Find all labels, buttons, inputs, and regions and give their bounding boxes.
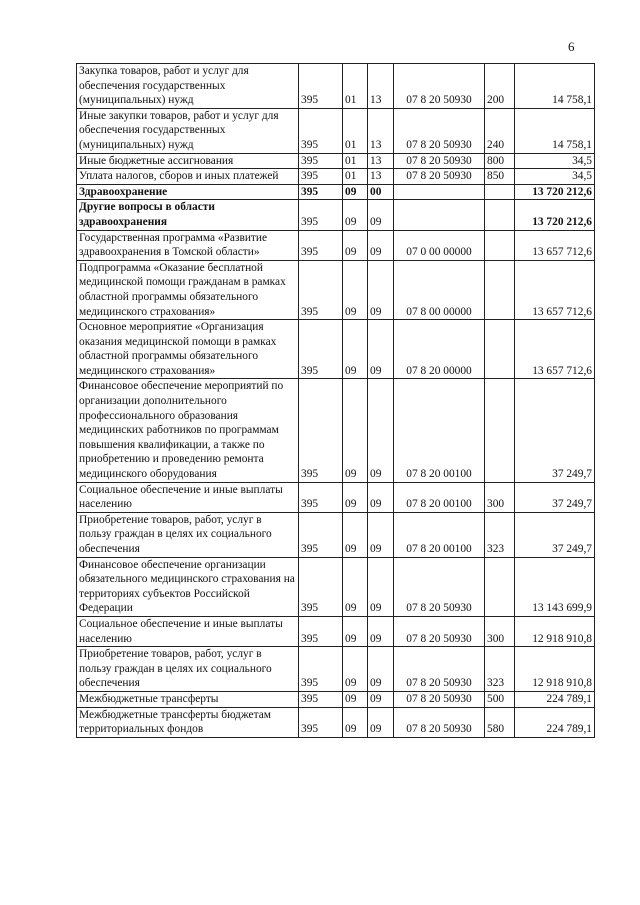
cell-target-article: 07 8 20 00100 bbox=[394, 512, 485, 557]
cell-subsection: 09 bbox=[368, 512, 394, 557]
cell-grbs: 395 bbox=[299, 647, 343, 692]
cell-target-article: 07 8 20 50930 bbox=[394, 64, 485, 109]
cell-section: 09 bbox=[343, 184, 368, 200]
table-row bbox=[77, 108, 595, 153]
cell-grbs: 395 bbox=[299, 230, 343, 260]
cell-name: Межбюджетные трансферты bbox=[77, 691, 299, 707]
cell-grbs: 395 bbox=[299, 184, 343, 200]
cell-name: Межбюджетные трансферты бюджетам территориальных фондов bbox=[77, 707, 299, 737]
cell-subsection: 09 bbox=[368, 320, 394, 379]
cell-amount: 224 789,1 bbox=[515, 691, 595, 707]
cell-expense-type bbox=[485, 230, 515, 260]
cell-expense-type: 300 bbox=[485, 616, 515, 646]
cell-expense-type: 200 bbox=[485, 64, 515, 109]
cell-target-article: 07 8 20 00000 bbox=[394, 320, 485, 379]
cell-amount: 37 249,7 bbox=[515, 379, 595, 482]
table-row bbox=[77, 64, 595, 109]
cell-grbs: 395 bbox=[299, 260, 343, 319]
cell-target-article bbox=[394, 200, 485, 230]
cell-name: Подпрограмма «Оказание бесплатной медицинской помощи гражданам в рамках областной программы обязательного медицинского страхования» bbox=[77, 260, 299, 319]
cell-name: Здравоохранение bbox=[77, 184, 299, 200]
cell-subsection: 09 bbox=[368, 647, 394, 692]
cell-grbs: 395 bbox=[299, 64, 343, 109]
cell-section: 09 bbox=[343, 482, 368, 512]
cell-amount: 34,5 bbox=[515, 169, 595, 185]
cell-section: 09 bbox=[343, 200, 368, 230]
table-row bbox=[77, 169, 595, 185]
cell-amount: 14 758,1 bbox=[515, 64, 595, 109]
cell-name: Приобретение товаров, работ, услуг в пользу граждан в целях их социального обеспечения bbox=[77, 512, 299, 557]
table-row bbox=[77, 200, 595, 230]
cell-amount: 13 143 699,9 bbox=[515, 557, 595, 616]
cell-subsection: 13 bbox=[368, 64, 394, 109]
cell-grbs: 395 bbox=[299, 691, 343, 707]
table-row bbox=[77, 616, 595, 646]
cell-section: 09 bbox=[343, 647, 368, 692]
cell-section: 01 bbox=[343, 64, 368, 109]
page-number: 6 bbox=[568, 39, 575, 54]
cell-target-article: 07 8 00 00000 bbox=[394, 260, 485, 319]
cell-expense-type: 300 bbox=[485, 482, 515, 512]
table-row bbox=[77, 707, 595, 737]
cell-amount: 13 720 212,6 bbox=[515, 184, 595, 200]
cell-name: Другие вопросы в области здравоохранения bbox=[77, 200, 299, 230]
cell-expense-type: 323 bbox=[485, 512, 515, 557]
cell-section: 01 bbox=[343, 153, 368, 169]
cell-subsection: 09 bbox=[368, 691, 394, 707]
cell-name: Закупка товаров, работ и услуг для обеспечения государственных (муниципальных) нужд bbox=[77, 64, 299, 109]
cell-target-article: 07 8 20 50930 bbox=[394, 647, 485, 692]
cell-target-article: 07 0 00 00000 bbox=[394, 230, 485, 260]
cell-subsection: 09 bbox=[368, 230, 394, 260]
cell-section: 09 bbox=[343, 512, 368, 557]
cell-subsection: 09 bbox=[368, 379, 394, 482]
cell-section: 09 bbox=[343, 691, 368, 707]
cell-expense-type: 500 bbox=[485, 691, 515, 707]
cell-grbs: 395 bbox=[299, 379, 343, 482]
table-row bbox=[77, 153, 595, 169]
cell-name: Социальное обеспечение и иные выплаты населению bbox=[77, 482, 299, 512]
cell-section: 09 bbox=[343, 320, 368, 379]
cell-section: 09 bbox=[343, 616, 368, 646]
cell-name: Социальное обеспечение и иные выплаты населению bbox=[77, 616, 299, 646]
cell-target-article: 07 8 20 50930 bbox=[394, 169, 485, 185]
table-row bbox=[77, 482, 595, 512]
cell-subsection: 13 bbox=[368, 153, 394, 169]
cell-amount: 37 249,7 bbox=[515, 482, 595, 512]
cell-grbs: 395 bbox=[299, 482, 343, 512]
table-row bbox=[77, 512, 595, 557]
cell-section: 01 bbox=[343, 108, 368, 153]
cell-name: Финансовое обеспечение мероприятий по организации дополнительного профессионального образования медицинских работников по программам повышения квалификации, а также по приобретению и проведению ремонта медицинского оборудования bbox=[77, 379, 299, 482]
cell-amount: 224 789,1 bbox=[515, 707, 595, 737]
cell-section: 09 bbox=[343, 230, 368, 260]
cell-name: Иные бюджетные ассигнования bbox=[77, 153, 299, 169]
budget-table bbox=[76, 63, 595, 738]
cell-expense-type: 800 bbox=[485, 153, 515, 169]
cell-name: Государственная программа «Развитие здравоохранения в Томской области» bbox=[77, 230, 299, 260]
table-row bbox=[77, 691, 595, 707]
cell-target-article: 07 8 20 00100 bbox=[394, 379, 485, 482]
cell-section: 09 bbox=[343, 379, 368, 482]
cell-amount: 12 918 910,8 bbox=[515, 647, 595, 692]
cell-name: Основное мероприятие «Организация оказания медицинской помощи в рамках областной программы обязательного медицинского страхования» bbox=[77, 320, 299, 379]
cell-expense-type bbox=[485, 320, 515, 379]
cell-expense-type bbox=[485, 379, 515, 482]
cell-amount: 13 720 212,6 bbox=[515, 200, 595, 230]
cell-expense-type bbox=[485, 260, 515, 319]
cell-amount: 13 657 712,6 bbox=[515, 260, 595, 319]
cell-grbs: 395 bbox=[299, 108, 343, 153]
cell-grbs: 395 bbox=[299, 707, 343, 737]
table-row bbox=[77, 647, 595, 692]
cell-amount: 13 657 712,6 bbox=[515, 320, 595, 379]
cell-section: 09 bbox=[343, 557, 368, 616]
table-row bbox=[77, 230, 595, 260]
cell-target-article: 07 8 20 50930 bbox=[394, 557, 485, 616]
cell-name: Уплата налогов, сборов и иных платежей bbox=[77, 169, 299, 185]
cell-target-article: 07 8 20 50930 bbox=[394, 707, 485, 737]
cell-subsection: 09 bbox=[368, 616, 394, 646]
cell-subsection: 09 bbox=[368, 482, 394, 512]
cell-subsection: 09 bbox=[368, 557, 394, 616]
cell-amount: 13 657 712,6 bbox=[515, 230, 595, 260]
cell-expense-type: 323 bbox=[485, 647, 515, 692]
cell-target-article: 07 8 20 50930 bbox=[394, 616, 485, 646]
cell-grbs: 395 bbox=[299, 512, 343, 557]
cell-subsection: 00 bbox=[368, 184, 394, 200]
table-body bbox=[77, 64, 595, 738]
cell-subsection: 13 bbox=[368, 108, 394, 153]
cell-amount: 34,5 bbox=[515, 153, 595, 169]
cell-amount: 14 758,1 bbox=[515, 108, 595, 153]
cell-target-article: 07 8 20 00100 bbox=[394, 482, 485, 512]
cell-grbs: 395 bbox=[299, 320, 343, 379]
table-row bbox=[77, 379, 595, 482]
cell-name: Иные закупки товаров, работ и услуг для обеспечения государственных (муниципальных) нужд bbox=[77, 108, 299, 153]
cell-subsection: 09 bbox=[368, 200, 394, 230]
cell-grbs: 395 bbox=[299, 557, 343, 616]
cell-expense-type bbox=[485, 200, 515, 230]
cell-expense-type bbox=[485, 557, 515, 616]
cell-section: 01 bbox=[343, 169, 368, 185]
cell-subsection: 09 bbox=[368, 260, 394, 319]
cell-expense-type bbox=[485, 184, 515, 200]
cell-target-article: 07 8 20 50930 bbox=[394, 691, 485, 707]
cell-expense-type: 240 bbox=[485, 108, 515, 153]
cell-expense-type: 850 bbox=[485, 169, 515, 185]
cell-name: Приобретение товаров, работ, услуг в пользу граждан в целях их социального обеспечения bbox=[77, 647, 299, 692]
cell-target-article bbox=[394, 184, 485, 200]
cell-grbs: 395 bbox=[299, 616, 343, 646]
cell-amount: 12 918 910,8 bbox=[515, 616, 595, 646]
cell-target-article: 07 8 20 50930 bbox=[394, 108, 485, 153]
cell-subsection: 09 bbox=[368, 707, 394, 737]
cell-grbs: 395 bbox=[299, 169, 343, 185]
cell-section: 09 bbox=[343, 260, 368, 319]
table-row bbox=[77, 320, 595, 379]
cell-subsection: 13 bbox=[368, 169, 394, 185]
cell-section: 09 bbox=[343, 707, 368, 737]
table-row bbox=[77, 557, 595, 616]
cell-name: Финансовое обеспечение организации обязательного медицинского страхования на территориях субъектов Российской Федерации bbox=[77, 557, 299, 616]
cell-amount: 37 249,7 bbox=[515, 512, 595, 557]
cell-grbs: 395 bbox=[299, 200, 343, 230]
cell-target-article: 07 8 20 50930 bbox=[394, 153, 485, 169]
cell-grbs: 395 bbox=[299, 153, 343, 169]
table-row bbox=[77, 260, 595, 319]
table-row bbox=[77, 184, 595, 200]
cell-expense-type: 580 bbox=[485, 707, 515, 737]
